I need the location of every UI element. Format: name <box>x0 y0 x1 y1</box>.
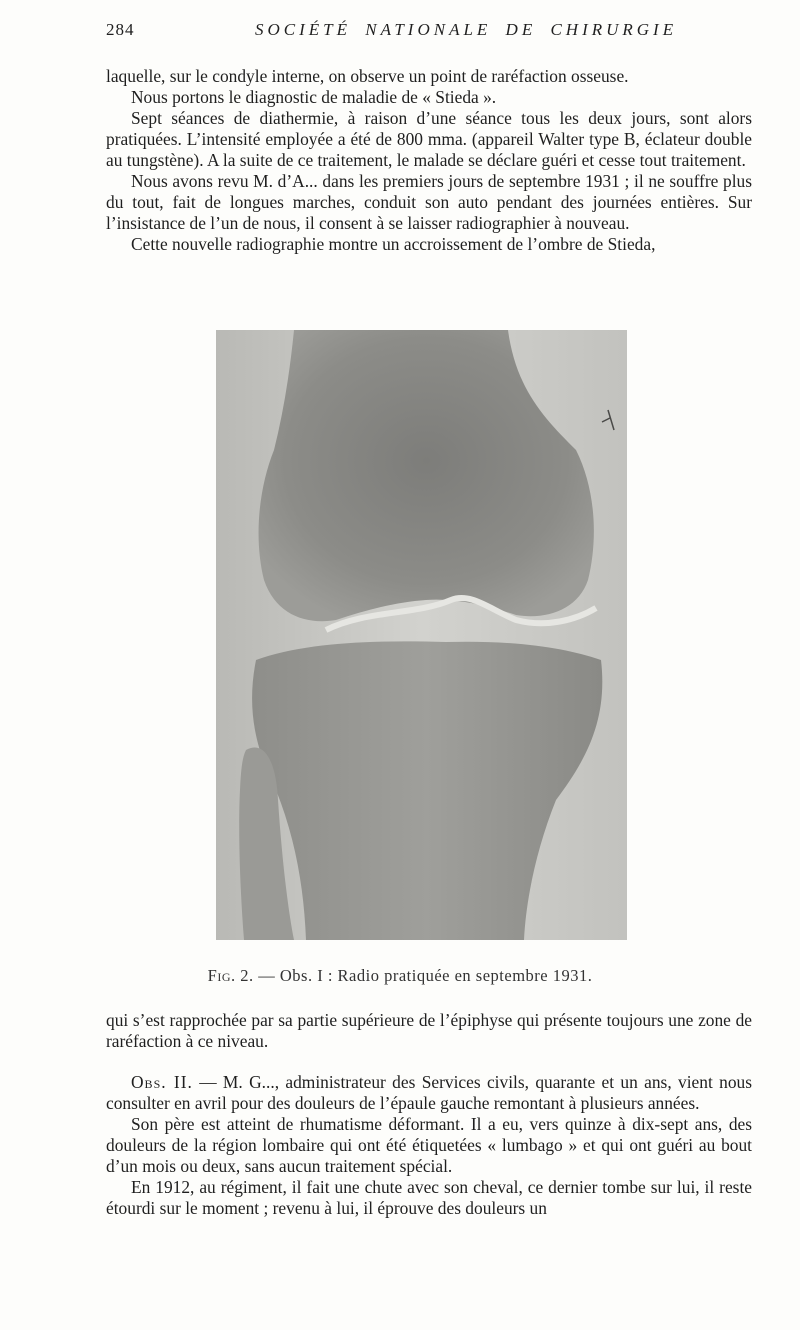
paragraph: Son père est atteint de rhumatisme déformant. Il a eu, vers quinze à dix-sept ans, des douleurs de la région lombaire qui ont été étiquetées « lumbago » et qui ont guéri au bout d’un mois ou deux, sans aucun traitement spécial. <box>106 1114 752 1176</box>
figure-caption-text: — Obs. I : Radio pratiquée en septembre 1931. <box>253 966 593 985</box>
figure-label: Fig. 2. <box>207 966 254 985</box>
paragraph: qui s’est rapprochée par sa partie supérieure de l’épiphyse qui présente toujours une zone de raréfaction à ce niveau. <box>106 1010 752 1051</box>
figure-caption <box>0 966 800 986</box>
observation-2 <box>106 1072 752 1219</box>
page-header <box>0 20 800 46</box>
running-title: SOCIÉTÉ NATIONALE DE CHIRURGIE <box>255 20 678 39</box>
knee-radiograph-figure <box>216 330 627 940</box>
body-text-after-figure <box>106 1010 752 1052</box>
paragraph: En 1912, au régiment, il fait une chute avec son cheval, ce dernier tombe sur lui, il reste étourdi sur le moment ; revenu à lui, il éprouve des douleurs un <box>106 1177 752 1218</box>
radiograph-image <box>216 330 627 940</box>
paragraph <box>106 1072 752 1114</box>
page-number: 284 <box>106 20 135 39</box>
observation-text: — M. G..., administrateur des Services civils, quarante et un ans, vient nous consulter en avril pour des douleurs de l’épaule gauche remontant à plusieurs années. <box>106 1072 752 1113</box>
paragraph: Cette nouvelle radiographie montre un accroissement de l’ombre de Stieda, <box>131 234 656 254</box>
body-text-top <box>106 66 752 255</box>
observation-label: Obs. II. <box>131 1072 193 1092</box>
paragraph: Sept séances de diathermie, à raison d’une séance tous les deux jours, sont alors pratiquées. L’intensité employée a été de 800 mma. (appareil Walter type B, éclateur double au tungstène). A la suite de ce traitement, le malade se déclare guéri et cesse tout traitement. <box>106 108 752 170</box>
paragraph: Nous avons revu M. d’A... dans les premiers jours de septembre 1931 ; il ne souffre plus du tout, fait de longues marches, conduit son auto pendant des journées entières. Sur l’insistance de l’un de nous, il consent à se laisser radiographier à nouveau. <box>106 171 752 233</box>
paragraph: Nous portons le diagnostic de maladie de « Stieda ». <box>131 87 497 107</box>
paragraph: laquelle, sur le condyle interne, on observe un point de raréfaction osseuse. <box>106 66 629 86</box>
